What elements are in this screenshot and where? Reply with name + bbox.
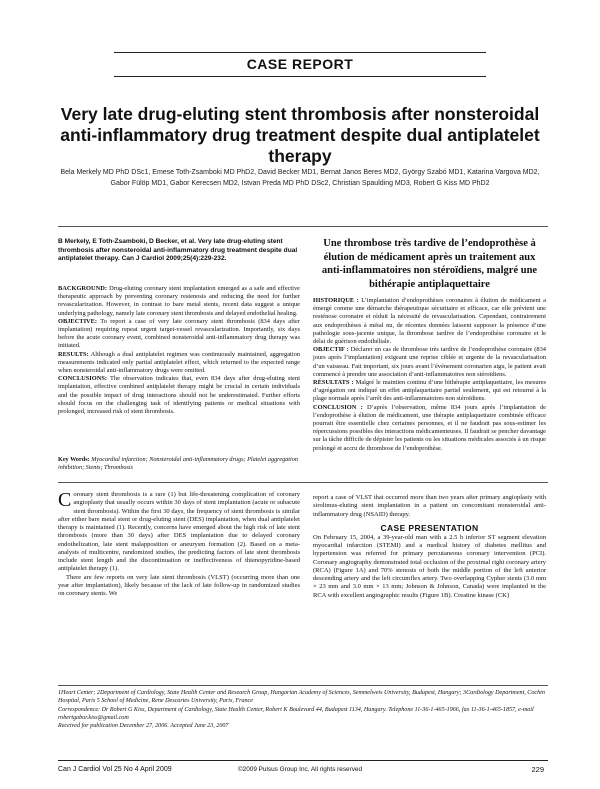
abstract-fr-conclusion: CONCLUSION : D’après l’observation, même 834 jours après l’implantation de l’endoprothèse à élution de médicament, une thérapie antiplaquettaire combinée efficace pourrait être essentielle chez certaines personnes, et il ne faudrait pas sous-estimer les répercussions possibles des interactions médicamenteuses. Il faudrait se pencher davantage sur la tâche difficile de dépister les patients ou les situations médicales associés à un risque prolongé et accru de thrombose de l’endoprothèse.: [313, 403, 547, 452]
author-list: Bela Merkely MD PhD DSc1, Emese Toth-Zsamboki MD PhD2, David Becker MD1, Bernat Janos Beres MD2, György Szabó MD1, Katarina Vargova MD2, Gabor Fülöp MD1, Gabor Kerecsen MD2, Istvan Preda MD PhD DSc2, Christian Spaulding MD3, Robert G Kiss MD PhD2: [60, 169, 540, 187]
body-paragraph: There are few reports on very late stent thrombosis (VLST) (occurring more than one year after implantation), likely because of the lack of late follow-up in randomized studies on coronary stents. We: [58, 573, 300, 597]
body-paragraph: Coronary stent thrombosis is a rare (1) but life-threatening complication of coronary angioplasty that usually occurs within 30 days of stent implantation (acute or subacute stent thrombosis). Within the first 30 days, the frequency of stent thrombosis is similar after either bare metal stent or drug-eluting stent (DES) implantation, when dual antiplatelet therapy is maintained (1). Recently, concerns have emerged about the high risk of late stent thrombosis (more than 30 days) after DES implantation due to delayed coronary endothelization, late stent malapposition or aneurysm formation (2). Based on a meta-analysis of multicentre, randomized studies, the predicting factors of late stent thrombosis include stent length and the discontinuation or ineffectiveness of thienopyridine-based antiplatelet therapy (1).: [58, 489, 300, 573]
body-left-column: [58, 491, 300, 598]
footer-rule: [58, 760, 548, 761]
body-paragraph: report a case of VLST that occurred more than two years after primary angioplasty with sirolimus-eluting stent implantation in a patient on concomitant nonsteroidal anti-inflammatory drug (NSAID) therapy.: [313, 494, 546, 518]
header-rule-bottom: [114, 76, 486, 77]
french-title: Une thrombose très tardive de l’endoprothèse à élution de médicament après un traitement aux anti-inflammatoires non stéroïdiens, malgré une bithérapie antiplaquettaire: [321, 238, 538, 290]
abstract-en-background: BACKGROUND: Drug-eluting coronary stent implantation emerged as a safe and effective therapeutic approach by preventing coronary restenosis and reducing the need for further revascularization. However, in contrast to bare metal stents, recent data suggest a unique underlying pathology, namely late coronary stent thrombosis and delayed endothelial healing.: [58, 285, 300, 317]
keywords: Key Words: Myocardial infarction; Nonsteroidal anti-inflammatory drugs; Platelet aggregation inhibition; Stents; Thrombosis: [58, 456, 298, 471]
abstract-en-results: RESULTS: Although a dual antiplatelet regimen was continuously maintained, aggregation measurements indicated only partial antiplatelet effect, which returned to the expected range when nonsteroidal anti-inflammatory drugs were omitted.: [58, 350, 300, 375]
footnote-divider: [58, 685, 548, 686]
abstract-en-objective: OBJECTIVE: To report a case of very late coronary stent thrombosis (834 days after implantation) requiring repeat urgent target-vessel revascularization. Importantly, six days before the acute coronary event, combined nonsteroidal anti-inflammatory drug therapy was initiated.: [58, 317, 300, 350]
abstract-fr-historique: HISTORIQUE : L’implantation d’endoprothèses coronaires à élution de médicament a émergé comme une démarche thérapeutique sécuritaire et efficace, car elle prévient une resténose coronaire et réduit la nécessité de revascularisation. Cependant, contrairement aux endoprothèses à métal nu, de récentes données laissent supposer la présence d’une pathologie sous-jacente unique, la thrombose tardive de l’endoprothèse coronaire et le délai de guérison endothéliale.: [313, 297, 546, 346]
correspondence: Correspondence: Dr Robert G Kiss, Department of Cardiology, State Health Center, Robert K Boulevard 44, Budapest 1134, Hungary. Telephone 11-36-1-465-1966, fax 11-36-1-465-1857, e-mail robertgabor.kiss@gmail.com: [58, 706, 534, 721]
abstract-fr-objectif: OBJECTIF : Déclarer un cas de thrombose très tardive de l’endoprothèse coronaire (834 jours après l’implantation) exigeant une reprise ciblée et urgente de la revascularisation d’un vaisseau. Fait important, six jours avant l’événement coronarien aigu, le patient avait commencé à prendre une association d’anti-inflammatoires non stéroïdiens.: [313, 346, 546, 378]
journal-reference: Can J Cardiol Vol 25 No 4 April 2009: [58, 766, 172, 773]
authors-divider: [58, 226, 548, 227]
abstract-en-conclusions: CONCLUSIONS: The observation indicates that, even 834 days after drug-eluting stent implantation, effective combined antiplatelet therapy might be crucial in certain individuals and the possible impact of drug interactions should not be underestimated. Further efforts should focus on the challenging task of identifying patients or medical situations with prolonged, increased risk of stent thrombosis.: [58, 375, 300, 416]
citation: B Merkely, E Toth-Zsamboki, D Becker, et al. Very late drug-eluting stent thrombosis after nonsteroidal anti-inflammatory drug treatment despite dual antiplatelet therapy. Can J Cardiol 2009;25(4):229-232.: [58, 238, 298, 263]
abstract-fr-resultats: RÉSULTATS : Malgré le maintien continu d’une bithérapie antiplaquettaire, les mesures d’agrégation ont indiqué un effet antiplaquettaire partiel seulement, qui est retourné à la plage normale après l’arrêt des anti-inflammatoires non stéroïdiens.: [313, 379, 546, 403]
article-title: Very late drug-eluting stent thrombosis after nonsteroidal anti-inflammatory drug treatment despite dual antiplatelet therapy: [60, 104, 540, 166]
body-right-column: [313, 494, 546, 600]
copyright: ©2009 Pulsus Group Inc. All rights reserved: [237, 766, 363, 773]
abstract-en: [58, 285, 300, 416]
affiliation-departments: 1Heart Center; 2Department of Cardiology, State Health Center and Research Group, Hungarian Academy of Sciences, Semmelweis University, Budapest, Hungary; 3Cardiology Department, Cochin Hospital, Paris 5 School of Medicine, Rene Descartes University, Paris, France: [58, 690, 545, 705]
abstract-divider: [58, 482, 548, 483]
affiliations: [58, 689, 548, 730]
section-heading: CASE PRESENTATION: [380, 522, 479, 533]
section-label: CASE REPORT: [246, 56, 354, 72]
page-number: 229: [531, 765, 544, 774]
header-rule-top: [114, 52, 486, 53]
received-dates: Received for publication December 27, 2006. Accepted June 23, 2007: [58, 723, 229, 730]
drop-cap: C: [58, 489, 72, 511]
abstract-fr: [313, 297, 546, 453]
body-paragraph: On February 15, 2004, a 39-year-old man with a 2.5 h inferior ST segment elevation myocardial infarction (STEMI) and a medical history of diabetes mellitus and hypertension was referred for primary percutaneous coronary intervention (PCI). Coronary angiography demonstrated total occlusion of the proximal right coronary artery (RCA) (Figure 1A) and 70% stenosis of both the middle portion of the left anterior descending artery and the left circumflex artery. Two overlapping Cypher stents (3.0 mm × 23 mm and 3.0 mm × 13 mm; Johnson & Johnson, Canada) were implanted in the RCA with excellent angiographic results (Figure 1B). Creatine kinase (CK): [313, 533, 546, 599]
